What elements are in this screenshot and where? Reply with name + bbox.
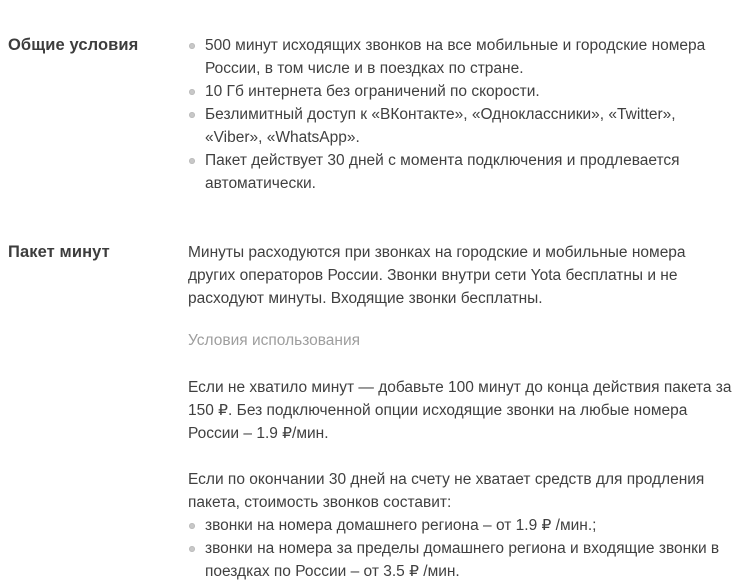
bullet-text: 500 минут исходящих звонков на все мобильные и городские номера России, в том числе и в поездках по стране. (205, 37, 706, 77)
section-minutes-package (8, 241, 735, 583)
section-label-minutes-package: Пакет минут (8, 243, 110, 261)
bullet-item (188, 537, 735, 583)
paragraph-add-minutes: Если не хватило минут — добавьте 100 минут до конца действия пакета за 150 ₽. Без подключенной опции исходящие звонки на любые номера России – 1.9 ₽/мин. (188, 379, 732, 442)
bullet-dot-icon (189, 43, 195, 49)
bullet-text: звонки на номера за пределы домашнего региона и входящие звонки в поездках по России – от 3.5 ₽ /мин. (205, 540, 720, 580)
expiry-rates-bullet-list (188, 514, 735, 583)
bullet-dot-icon (189, 158, 195, 164)
section-label-general-conditions: Общие условия (8, 36, 139, 54)
bullet-dot-icon (189, 89, 195, 95)
general-conditions-bullet-list (188, 34, 735, 195)
paragraph-package-expiry: Если по окончании 30 дней на счету не хватает средств для продления пакета, стоимость звонков составит: (188, 471, 705, 511)
section-content-minutes-package (188, 241, 735, 583)
section-general-conditions (8, 34, 735, 195)
bullet-text: Пакет действует 30 дней с момента подключения и продлевается автоматически. (205, 152, 680, 192)
subheading-usage-terms: Условия использования (188, 332, 361, 349)
bullet-item (188, 514, 735, 537)
bullet-item (188, 149, 735, 195)
bullet-text: Безлимитный доступ к «ВКонтакте», «Одноклассники», «Twitter», «Viber», «WhatsApp». (205, 106, 676, 146)
bullet-item (188, 103, 735, 149)
bullet-text: звонки на номера домашнего региона – от 1.9 ₽ /мин.; (205, 517, 597, 534)
bullet-text: 10 Гб интернета без ограничений по скорости. (205, 83, 540, 100)
bullet-item (188, 34, 735, 80)
bullet-dot-icon (189, 112, 195, 118)
section-content-general-conditions (188, 34, 735, 195)
paragraph-minutes-intro: Минуты расходуются при звонках на городские и мобильные номера других операторов России. Звонки внутри сети Yota бесплатны и не расходуют минуты. Входящие звонки бесплатны. (188, 244, 686, 307)
bullet-dot-icon (189, 546, 195, 552)
bullet-dot-icon (189, 523, 195, 529)
bullet-item (188, 80, 735, 103)
